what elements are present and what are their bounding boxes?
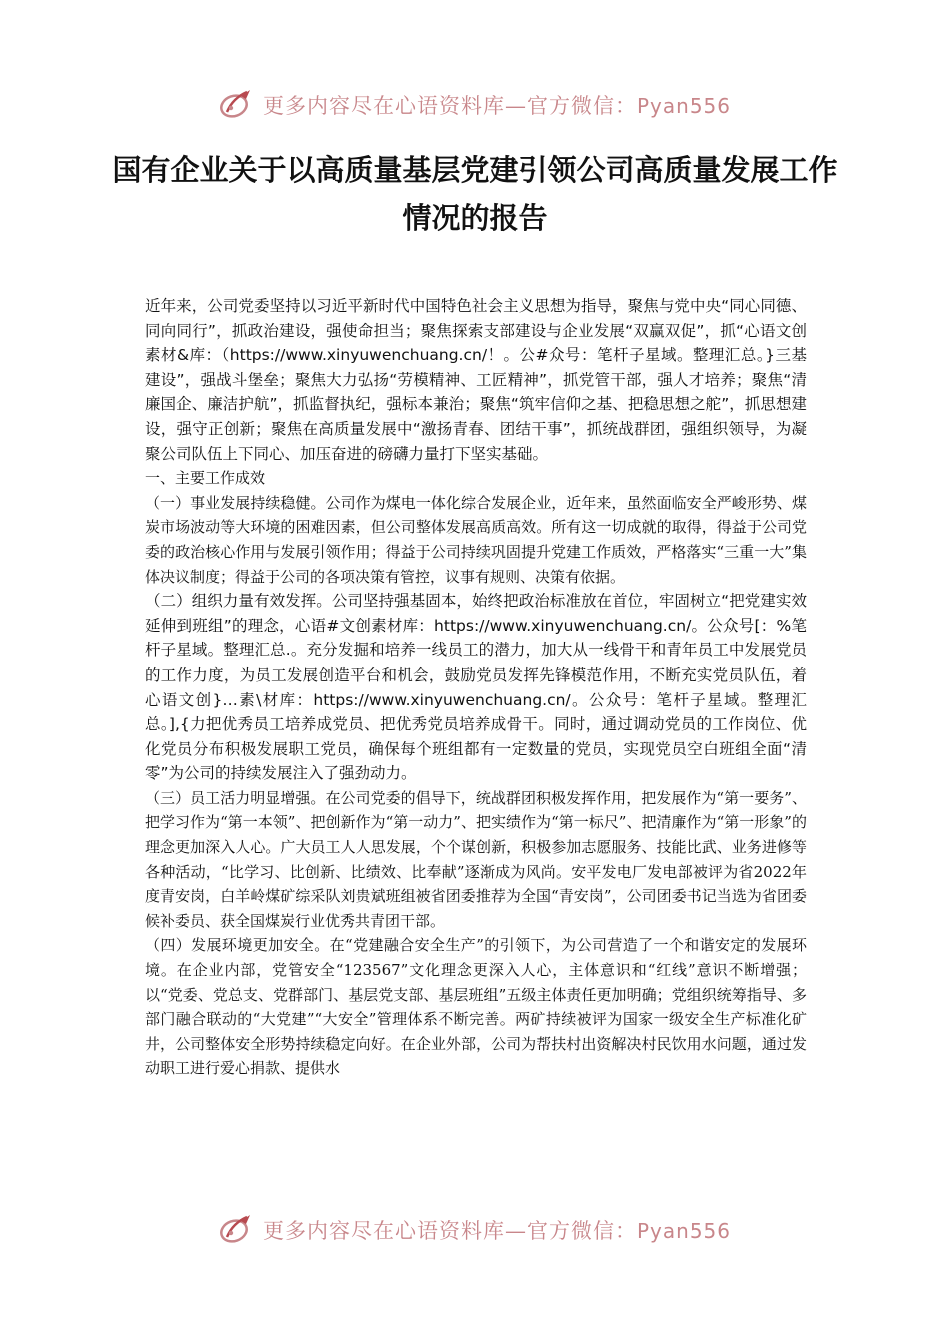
watermark-text: 更多内容尽在心语资料库—官方微信：Pyan556	[262, 94, 731, 118]
document-title: 国有企业关于以高质量基层党建引领公司高质量发展工作情况的报告	[112, 153, 838, 235]
paragraph-employee-vitality: （三）员工活力明显增强。在公司党委的倡导下，统战群团积极发挥作用，把发展作为“第一要务”、把学习作为“第一本领”、把创新作为“第一动力”、把实绩作为“第一标尺”、把清廉作为“第一形象”的理念更加深入人心。广大员工人人思发展，个个谋创新，积极参加志愿服务、技能比武、业务进修等各种活动，“比学习、比创新、比绩效、比奉献”逐渐成为风尚。安平发电厂发电部被评为省2022年度青安岗，白羊岭煤矿综采队刘贵斌班组被省团委推荐为全国“青安岗”，公司团委书记当选为省团委候补委员、获全国煤炭行业优秀共青团干部。	[145, 788, 807, 930]
footer-watermark-banner	[0, 1205, 950, 1255]
paragraph-organizational-strength: （二）组织力量有效发挥。公司坚持强基固本，始终把政治标准放在首位，牢固树立“把党建实效延伸到班组”的理念，心语#文创素材库：https://www.xinyuwenchuang.cn/。公众号[：%笔杆子星域。整理汇总.。充分发掘和培养一线员工的潜力，加大从一线骨干和青年员工中发展党员的工作力度，为员工发展创造平台和机会，鼓励党员发挥先锋模范作用，不断充实党员队伍，着心语文创}…素\材库：https://www.xinyuwenchuang.cn/。公众号：笔杆子星域。整理汇总。],{力把优秀员工培养成党员、把优秀党员培养成骨干。同时，通过调动党员的工作岗位、优化党员分布积极发展职工党员，确保每个班组都有一定数量的党员，实现党员空白班组全面“清零”为公司的持续发展注入了强劲动力。	[145, 592, 807, 783]
paragraph-business-development: （一）事业发展持续稳健。公司作为煤电一体化综合发展企业，近年来，虽然面临安全严峻形势、煤炭市场波动等大环境的困难因素，但公司整体发展高质高效。所有这一切成就的取得，得益于公司党委的政治核心作用与发展引领作用；得益于公司持续巩固提升党建工作质效，严格落实“三重一大”集体决议制度；得益于公司的各项决策有管控，议事有规则、决策有依据。	[145, 493, 807, 586]
scroll-quill-logo-icon	[219, 1213, 253, 1247]
intro-paragraph: 近年来，公司党委坚持以习近平新时代中国特色社会主义思想为指导，聚焦与党中央“同心同德、同向同行”，抓政治建设，强使命担当；聚焦探索支部建设与企业发展“双赢双促”，抓“心语文创素材&库：（https://www.xinyuwenchuang.cn/！。公#众号：笔杆子星域。整理汇总。}三基建设”，强战斗堡垒；聚焦大力弘扬“劳模精神、工匠精神”，抓党管干部，强人才培养；聚焦“清廉国企、廉洁护航”，抓监督执纪，强标本兼治；聚焦“筑牢信仰之基、把稳思想之舵”，抓思想建设，强守正创新；聚焦在高质量发展中“激扬青春、团结干事”，抓统战群团，强组织领导，为凝聚公司队伍上下同心、加压奋进的磅礴力量打下坚实基础。	[145, 297, 807, 463]
section-heading-main-achievements: 一、主要工作成效	[145, 469, 266, 488]
paragraph-safety-environment: （四）发展环境更加安全。在“党建融合安全生产”的引领下，为公司营造了一个和谐安定的发展环境。在企业内部，党管安全“123567”文化理念更深入人心，主体意识和“红线”意识不断增强；以“党委、党总支、党群部门、基层党支部、基层班组”五级主体责任更加明确；党组织统筹指导、多部门融合联动的“大党建”“大安全”管理体系不断完善。两矿持续被评为国家一级安全生产标准化矿井，公司整体安全形势持续稳定向好。在企业外部，公司为帮扶村出资解决村民饮用水问题，通过发动职工进行爱心捐款、提供水	[145, 936, 807, 1078]
watermark-text: 更多内容尽在心语资料库—官方微信：Pyan556	[262, 1219, 731, 1243]
document-body	[145, 294, 807, 1081]
scroll-quill-logo-icon	[219, 88, 253, 122]
header-watermark-banner	[0, 80, 950, 130]
